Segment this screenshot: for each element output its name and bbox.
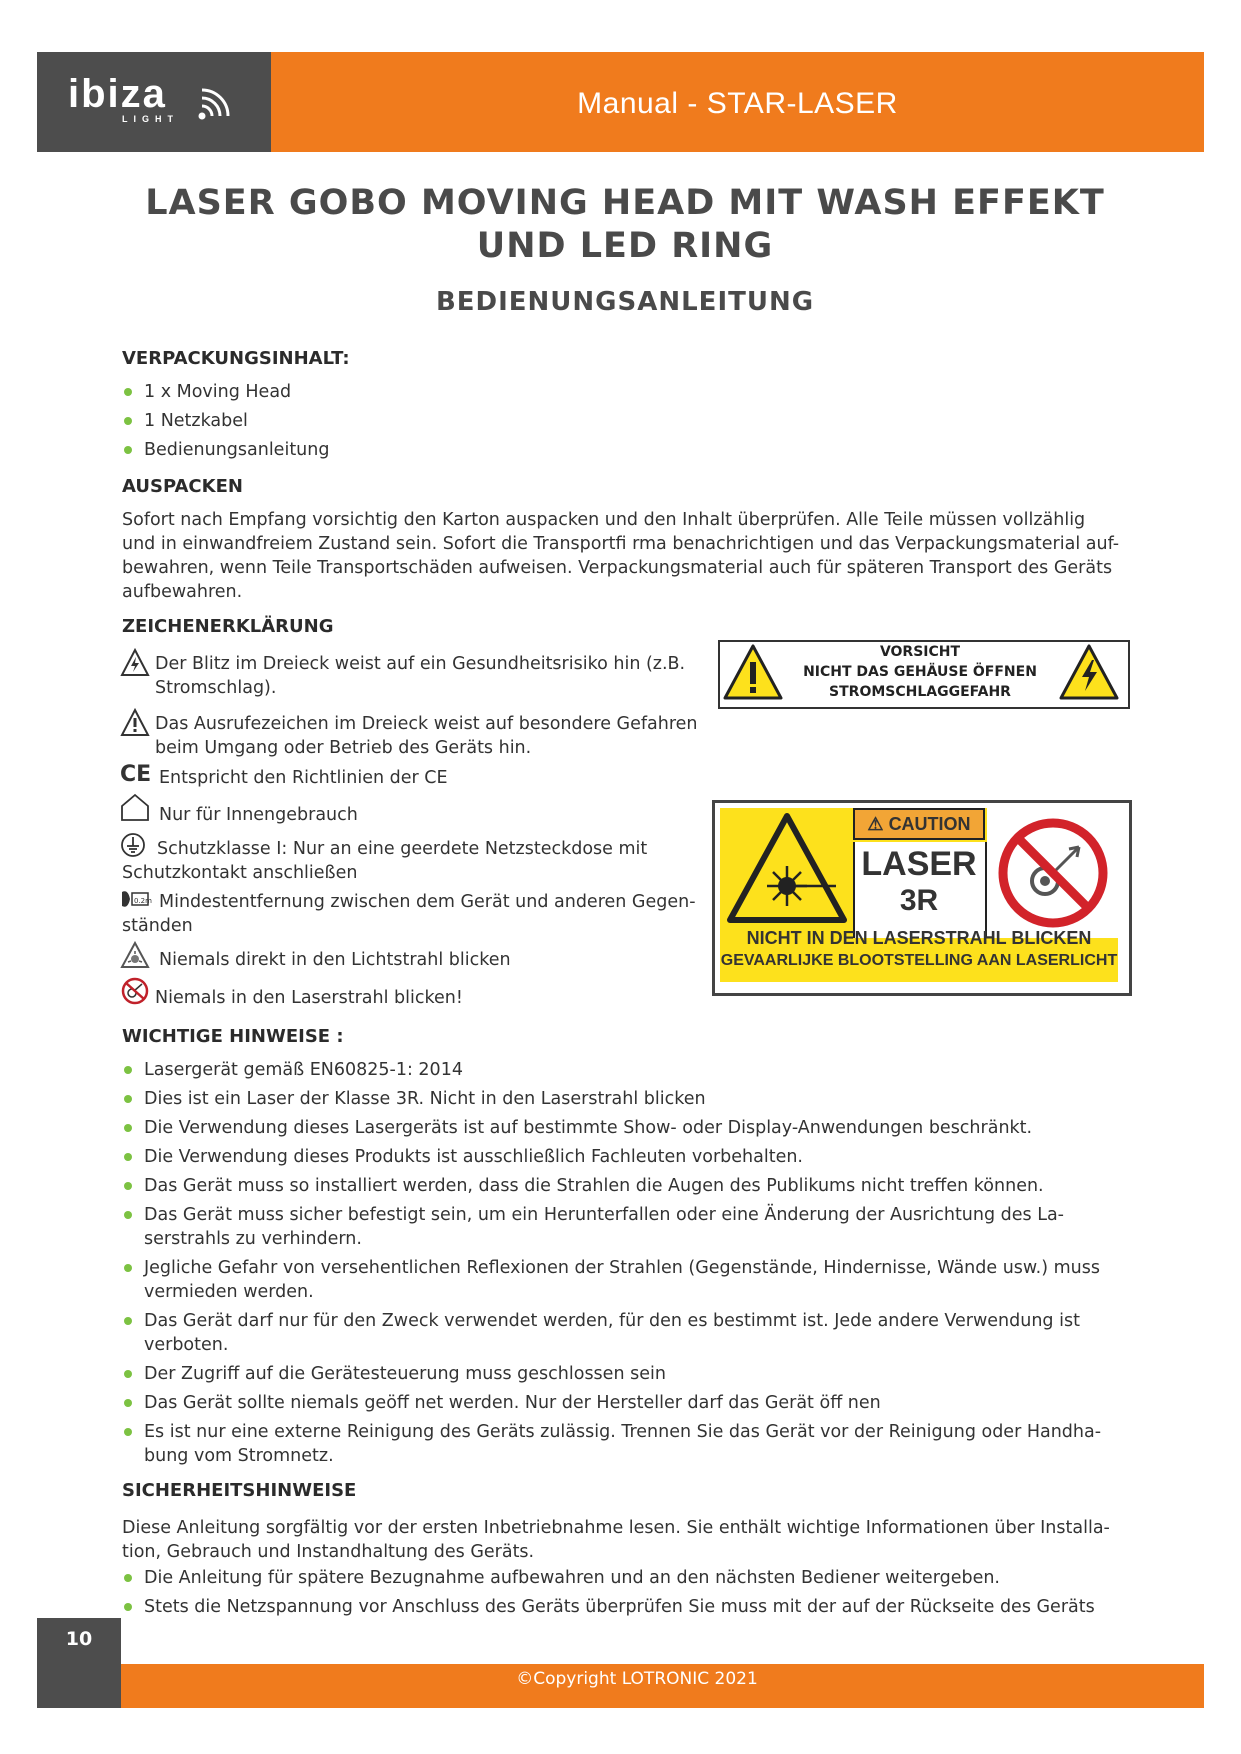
legend-line: Der Blitz im Dreieck weist auf ein Gesundheitsrisiko hin (z.B. — [155, 654, 686, 674]
title-line-1: LASER GOBO MOVING HEAD MIT WASH EFFEKT — [145, 183, 1105, 223]
auspacken-paragraph — [122, 508, 1119, 604]
paragraph-line: tion, Gebrauch und Instandhaltung des Geräts. — [122, 1542, 535, 1562]
svg-text:0.2m: 0.2m — [134, 897, 152, 905]
house-icon — [120, 792, 150, 822]
page-number: 10 — [65, 1628, 93, 1650]
list-item-line: Jegliche Gefahr von versehentlichen Reflexionen der Strahlen (Gegenstände, Hindernisse, Wände usw.) muss — [144, 1258, 1100, 1278]
section-heading-zeichen: ZEICHENERKLÄRUNG — [122, 616, 334, 637]
list-item: Stets die Netzspannung vor Anschluss des Geräts überprüfen Sie muss mit der auf der Rückseite des Geräts — [122, 1595, 1095, 1619]
list-item: Das Gerät sollte niemals geöff net werden. Nur der Hersteller darf das Gerät öff nen — [122, 1391, 1101, 1415]
list-item — [122, 1309, 1101, 1357]
list-item: Das Gerät muss so installiert werden, dass die Strahlen die Augen des Publikums nicht treffen können. — [122, 1174, 1101, 1198]
logo-signal-icon — [192, 82, 238, 126]
section-heading-hinweise: WICHTIGE HINWEISE : — [122, 1026, 344, 1047]
legend-line: Schutzkontakt anschließen — [122, 863, 358, 883]
legend-line: Schutzklasse I: Nur an eine geerdete Netzsteckdose mit — [157, 839, 648, 859]
caution-label — [853, 808, 985, 840]
no-look-laser-icon — [995, 815, 1111, 931]
logo-subtitle: LIGHT — [122, 114, 179, 124]
document-title — [120, 182, 1130, 268]
list-item: Die Verwendung dieses Lasergeräts ist auf bestimmte Show- oder Display-Anwendungen beschränkt. — [122, 1116, 1101, 1140]
paragraph-line: bewahren, wenn Teile Transportschäden aufweisen. Verpackungsmaterial auch für späteren Transport des Geräts — [122, 558, 1113, 578]
paragraph-line: Diese Anleitung sorgfältig vor der ersten Inbetriebnahme lesen. Sie enthält wichtige Informationen über Installa- — [122, 1518, 1110, 1538]
laser-sign-line-1: NICHT IN DEN LASERSTRAHL BLICKEN — [746, 928, 1092, 948]
list-item-line: Es ist nur eine externe Reinigung des Geräts zulässig. Trennen Sie das Gerät vor der Reinigung oder Handha- — [144, 1422, 1102, 1442]
section-heading-sicherheit: SICHERHEITSHINWEISE — [122, 1480, 357, 1501]
caution-text: CAUTION — [888, 814, 971, 834]
laser-hazard-icon — [724, 810, 850, 926]
legend-text: Niemals in den Laserstrahl blicken! — [155, 988, 463, 1008]
list-item — [122, 1256, 1101, 1304]
list-item-line: verboten. — [144, 1335, 229, 1355]
logo-wordmark: ibiza — [68, 72, 167, 116]
list-item: Lasergerät gemäß EN60825-1: 2014 — [122, 1058, 1101, 1082]
paragraph-line: aufbewahren. — [122, 582, 243, 602]
legend-text — [155, 712, 698, 760]
warning-exclamation-icon — [722, 643, 784, 701]
list-item: 1 x Moving Head — [122, 380, 329, 404]
laser-word: LASER — [861, 845, 977, 883]
sicherheit-list — [122, 1566, 1095, 1619]
laser-sign-line-2: GEVAARLIJKE BLOOTSTELLING AAN LASERLICHT — [720, 952, 1118, 969]
legend-text — [155, 652, 685, 700]
warning-sign-text — [790, 642, 1050, 702]
section-heading-verpackung: VERPACKUNGSINHALT: — [122, 348, 350, 369]
verpackung-list — [122, 380, 329, 462]
list-item — [122, 1420, 1101, 1468]
list-item-line: serstrahls zu verhindern. — [144, 1229, 362, 1249]
lightning-triangle-icon — [120, 648, 150, 678]
list-item-line: bung vom Stromnetz. — [144, 1446, 334, 1466]
legend-text: Entspricht den Richtlinien der CE — [159, 768, 448, 788]
list-item: Bedienungsanleitung — [122, 438, 329, 462]
legend-line: beim Umgang oder Betrieb des Geräts hin. — [155, 738, 532, 758]
list-item: 1 Netzkabel — [122, 409, 329, 433]
legend-line: Mindestentfernung zwischen dem Gerät und anderen Gegen- — [159, 892, 696, 912]
list-item: Dies ist ein Laser der Klasse 3R. Nicht in den Laserstrahl blicken — [122, 1087, 1101, 1111]
legend-text — [122, 837, 647, 885]
legend-line: Stromschlag). — [155, 678, 277, 698]
list-item-line: Das Gerät muss sicher befestigt sein, um ein Herunterfallen oder eine Änderung der Ausrichtung des La- — [144, 1205, 1064, 1225]
footer-copyright: ©Copyright LOTRONIC 2021 — [516, 1669, 758, 1689]
list-item-line: Das Gerät darf nur für den Zweck verwendet werden, für den es bestimmt ist. Jede andere Verwendung ist — [144, 1311, 1080, 1331]
list-item: Der Zugriff auf die Gerätesteuerung muss geschlossen sein — [122, 1362, 1101, 1386]
legend-line: Das Ausrufezeichen im Dreieck weist auf besondere Gefahren — [155, 714, 698, 734]
list-item: Die Verwendung dieses Produkts ist ausschließlich Fachleuten vorbehalten. — [122, 1145, 1101, 1169]
legend-text: Nur für Innengebrauch — [159, 805, 358, 825]
warning-line: STROMSCHLAGGEFAHR — [829, 684, 1011, 700]
warning-line: NICHT DAS GEHÄUSE ÖFFNEN — [803, 664, 1037, 680]
legend-text: Niemals direkt in den Lichtstrahl blicken — [159, 950, 511, 970]
hinweise-list — [122, 1058, 1101, 1468]
section-heading-auspacken: AUSPACKEN — [122, 476, 243, 497]
list-item-line: vermieden werden. — [144, 1282, 314, 1302]
list-item: Die Anleitung für spätere Bezugnahme aufbewahren und an den nächsten Bediener weitergeben. — [122, 1566, 1095, 1590]
document-subtitle: BEDIENUNGSANLEITUNG — [435, 287, 815, 317]
list-item — [122, 1203, 1101, 1251]
paragraph-line: und in einwandfreiem Zustand sein. Sofort die Transportfi rma benachrichtigen und das Verpackungsmaterial auf- — [122, 534, 1120, 554]
no-laser-icon — [120, 976, 150, 1006]
legend-line: ständen — [122, 916, 193, 936]
laser-class: 3R — [899, 884, 939, 917]
warning-lightning-icon — [1058, 643, 1120, 701]
title-line-2: UND LED RING — [476, 226, 774, 266]
ce-mark-icon: CE — [120, 762, 152, 787]
paragraph-line: Sofort nach Empfang vorsichtig den Karton auspacken und den Inhalt überprüfen. Alle Teile müssen vollzählig — [122, 510, 1086, 530]
exclamation-triangle-icon — [120, 708, 150, 738]
legend-text — [122, 890, 696, 938]
light-beam-icon — [120, 940, 150, 970]
header-title: Manual - STAR-LASER — [577, 87, 898, 120]
sicherheit-intro — [122, 1516, 1110, 1564]
caution-icon: ⚠ — [867, 814, 889, 834]
warning-line: VORSICHT — [879, 644, 961, 660]
